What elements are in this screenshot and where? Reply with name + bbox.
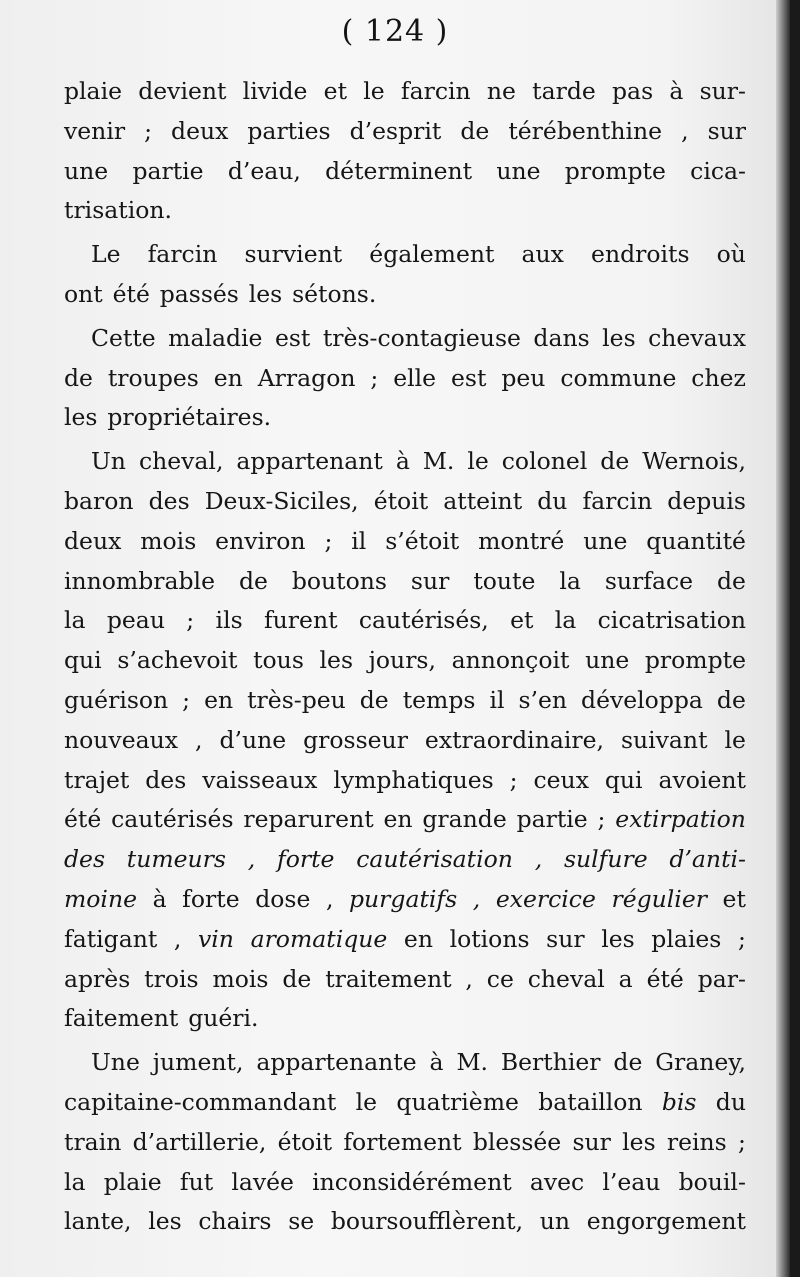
- page-edge-shadow: [776, 0, 790, 1277]
- italic-word: extirpation: [615, 805, 746, 834]
- word: de: [282, 964, 312, 993]
- italic-word: ,: [472, 884, 481, 913]
- word: d’esprit: [349, 116, 442, 145]
- word: furent: [263, 606, 338, 635]
- word: farcin: [147, 240, 218, 269]
- word: dose: [255, 884, 311, 913]
- word: lymphatiques: [333, 765, 494, 794]
- word: et: [722, 884, 746, 913]
- word: trois: [144, 964, 199, 993]
- word: sur: [410, 566, 450, 595]
- word: jours,: [368, 646, 436, 675]
- word: ;: [370, 363, 379, 392]
- word: ,: [173, 924, 182, 953]
- word: train: [64, 1127, 122, 1156]
- word: appartenant: [236, 447, 383, 476]
- word: fut: [179, 1167, 214, 1196]
- word: chevaux: [648, 323, 746, 352]
- word: peau: [106, 606, 165, 635]
- word: blessée: [472, 1127, 562, 1156]
- word: a: [618, 964, 633, 993]
- word: les: [248, 279, 283, 308]
- word: forte: [182, 884, 240, 913]
- word: sur: [546, 924, 585, 953]
- word: sur: [572, 1127, 611, 1156]
- text-line: [64, 235, 746, 275]
- text-line: [64, 681, 746, 721]
- word: fatigant: [64, 924, 158, 953]
- word: surface: [604, 566, 694, 595]
- text-line: [64, 800, 746, 840]
- word: partie: [516, 805, 588, 834]
- italic-word: moine: [64, 884, 137, 913]
- word: grande: [422, 805, 507, 834]
- word: à: [395, 447, 410, 476]
- word: boutons: [291, 566, 387, 595]
- text-line: [64, 359, 746, 399]
- word: cicatrisation: [597, 606, 746, 635]
- text-line: [64, 319, 746, 359]
- word: traitement: [325, 964, 452, 993]
- word: guéri.: [188, 1004, 259, 1033]
- italic-word: sulfure: [563, 845, 648, 874]
- word: montré: [478, 526, 565, 555]
- italic-word: cautérisation: [356, 845, 513, 874]
- word: reparurent: [243, 805, 374, 834]
- word: Arragon: [257, 363, 356, 392]
- word: cheval: [527, 964, 605, 993]
- word: de: [717, 566, 746, 595]
- word: grosseur: [303, 725, 408, 754]
- text-line: [64, 522, 746, 562]
- text-line: [64, 880, 746, 920]
- word: ;: [324, 526, 333, 555]
- word: endroits: [591, 240, 690, 269]
- word: extraordinaire,: [424, 725, 604, 754]
- word: les: [601, 924, 635, 953]
- word: la: [554, 606, 577, 635]
- word: en: [403, 924, 433, 953]
- text-line: [64, 482, 746, 522]
- word: ;: [738, 1127, 746, 1156]
- word: fortement: [343, 1127, 462, 1156]
- word: le: [355, 1087, 378, 1116]
- word: boursoufflèrent,: [330, 1207, 524, 1236]
- word: s’en: [518, 685, 568, 714]
- word: de: [238, 566, 268, 595]
- word: baron: [64, 486, 134, 515]
- word: inconsidérément: [312, 1167, 512, 1196]
- word: capitaine-commandant: [64, 1087, 337, 1116]
- word: de: [64, 363, 93, 392]
- italic-word: d’anti-: [669, 845, 746, 874]
- text-line: [64, 1083, 746, 1123]
- word: étoit: [277, 1127, 333, 1156]
- word: prompte: [564, 156, 666, 185]
- word: innombrable: [64, 566, 215, 595]
- word: du: [715, 1087, 746, 1116]
- word: Wernois,: [642, 447, 746, 476]
- word: deux: [171, 116, 229, 145]
- word: une: [583, 526, 628, 555]
- word: après: [64, 964, 131, 993]
- text-line: [64, 191, 746, 231]
- word: été: [64, 805, 102, 834]
- word: maladie: [168, 323, 263, 352]
- word: plaies: [651, 924, 722, 953]
- word: bataillon: [538, 1087, 643, 1116]
- word: très-peu: [247, 685, 346, 714]
- word: lavée: [231, 1167, 294, 1196]
- word: venir: [64, 116, 126, 145]
- word: une: [585, 646, 630, 675]
- text-line: [64, 112, 746, 152]
- word: les: [319, 646, 353, 675]
- word: une: [64, 156, 109, 185]
- word: aux: [521, 240, 564, 269]
- word: Graney,: [655, 1048, 746, 1077]
- text-line: [64, 1043, 746, 1083]
- word: en: [204, 685, 234, 714]
- word: ce: [486, 964, 514, 993]
- word: Cette: [91, 323, 156, 352]
- text-line: [64, 398, 746, 438]
- word: se: [288, 1207, 315, 1236]
- word: d’une: [219, 725, 287, 754]
- word: l’eau: [602, 1167, 661, 1196]
- word: troupes: [107, 363, 199, 392]
- word: une: [496, 156, 541, 185]
- word: à: [152, 884, 167, 913]
- word: ils: [215, 606, 243, 635]
- word: les: [148, 1207, 182, 1236]
- word: parties: [247, 116, 331, 145]
- word: très-contagieuse: [322, 323, 521, 352]
- word: sétons.: [292, 279, 377, 308]
- word: Un: [91, 447, 126, 476]
- word: jument,: [152, 1048, 244, 1077]
- italic-word: forte: [277, 845, 335, 874]
- word: Deux-Siciles,: [204, 486, 359, 515]
- italic-word: aromatique: [250, 924, 388, 953]
- word: nouveaux: [64, 725, 179, 754]
- word: par-: [697, 964, 746, 993]
- word: Le: [91, 240, 121, 269]
- word: développa: [581, 685, 703, 714]
- word: toute: [473, 566, 536, 595]
- word: la: [559, 566, 581, 595]
- word: chairs: [198, 1207, 272, 1236]
- word: temps: [402, 685, 476, 714]
- word: trisation.: [64, 196, 172, 225]
- word: faitement: [64, 1004, 179, 1033]
- word: de: [613, 1048, 643, 1077]
- word: ;: [737, 924, 746, 953]
- word: lante,: [64, 1207, 132, 1236]
- text-line: [64, 1123, 746, 1163]
- word: ne: [486, 77, 516, 105]
- text-line: [64, 960, 746, 1000]
- word: passés: [159, 279, 239, 308]
- word: suivant: [620, 725, 708, 754]
- italic-word: tumeurs: [126, 845, 226, 874]
- word: d’eau,: [227, 156, 301, 185]
- word: térébenthine: [508, 116, 663, 145]
- word: plaie: [64, 77, 122, 105]
- word: ont: [64, 279, 103, 308]
- text-line: [64, 1202, 746, 1242]
- word: où: [716, 240, 746, 269]
- word: cheval,: [138, 447, 224, 476]
- word: est: [274, 323, 311, 352]
- word: commune: [560, 363, 677, 392]
- word: et: [510, 606, 534, 635]
- word: engorgement: [586, 1207, 746, 1236]
- word: M.: [422, 447, 455, 476]
- word: ceux: [533, 765, 589, 794]
- word: survient: [244, 240, 343, 269]
- word: à: [429, 1048, 444, 1077]
- word: de: [600, 447, 630, 476]
- word: la: [64, 1167, 86, 1196]
- text-line: [64, 920, 746, 960]
- italic-word: ,: [534, 845, 543, 874]
- word: ,: [194, 725, 203, 754]
- word: plaie: [103, 1167, 162, 1196]
- word: avoient: [658, 765, 746, 794]
- text-line: [64, 72, 746, 112]
- word: les: [622, 1127, 656, 1156]
- word: les: [64, 403, 98, 432]
- word: appartenante: [256, 1048, 417, 1077]
- word: est: [450, 363, 487, 392]
- text-line: [64, 152, 746, 192]
- word: tarde: [532, 77, 596, 105]
- text-line: [64, 562, 746, 602]
- word: dans: [533, 323, 590, 352]
- italic-word: exercice: [495, 884, 596, 913]
- word: depuis: [667, 486, 746, 515]
- word: étoit: [373, 486, 429, 515]
- word: quantité: [646, 526, 746, 555]
- word: la: [64, 606, 86, 635]
- word: M.: [456, 1048, 488, 1077]
- word: chez: [691, 363, 746, 392]
- word: des: [145, 765, 187, 794]
- word: quatrième: [396, 1087, 519, 1116]
- word: des: [148, 486, 190, 515]
- text-line: [64, 999, 746, 1039]
- word: colonel: [501, 447, 588, 476]
- word: avec: [529, 1167, 585, 1196]
- word: cautérisés,: [358, 606, 489, 635]
- word: s’achevoit: [117, 646, 238, 675]
- italic-word: purgatifs: [349, 884, 458, 913]
- word: et: [323, 77, 348, 105]
- word: le: [467, 447, 489, 476]
- word: peu: [501, 363, 546, 392]
- word: été: [112, 279, 150, 308]
- word: ,: [325, 884, 334, 913]
- word: environ: [215, 526, 306, 555]
- word: partie: [132, 156, 204, 185]
- word: farcin: [400, 77, 471, 105]
- word: mois: [140, 526, 197, 555]
- word: il: [351, 526, 367, 555]
- word: ;: [186, 606, 195, 635]
- word: également: [369, 240, 495, 269]
- word: devient: [138, 77, 227, 105]
- word: qui: [64, 646, 102, 675]
- word: de: [359, 685, 389, 714]
- word: ;: [144, 116, 153, 145]
- word: cautérisés: [111, 805, 234, 834]
- page-number: ( 124 ): [341, 14, 449, 49]
- italic-word: bis: [661, 1087, 697, 1116]
- word: d’artillerie,: [132, 1127, 267, 1156]
- word: tous: [253, 646, 304, 675]
- word: à: [669, 77, 684, 105]
- italic-word: régulier: [611, 884, 707, 913]
- word: en: [213, 363, 243, 392]
- word: il: [489, 685, 505, 714]
- word: prompte: [644, 646, 746, 675]
- word: elle: [393, 363, 437, 392]
- word: mois: [212, 964, 269, 993]
- word: Berthier: [500, 1048, 601, 1077]
- word: atteint: [443, 486, 523, 515]
- word: Une: [91, 1048, 140, 1077]
- text-line: [64, 840, 746, 880]
- word: reins: [666, 1127, 727, 1156]
- word: ,: [681, 116, 689, 145]
- word: annonçoit: [451, 646, 570, 675]
- word: ,: [465, 964, 473, 993]
- text-line: [64, 721, 746, 761]
- word: les: [602, 323, 636, 352]
- word: livide: [242, 77, 308, 105]
- word: le: [363, 77, 385, 105]
- word: s’étoit: [385, 526, 460, 555]
- text-line: [64, 442, 746, 482]
- word: propriétaires.: [107, 403, 272, 432]
- italic-word: vin: [198, 924, 234, 953]
- word: un: [539, 1207, 571, 1236]
- word: farcin: [582, 486, 653, 515]
- word: qui: [604, 765, 643, 794]
- italic-word: ,: [247, 845, 256, 874]
- word: en: [383, 805, 413, 834]
- word: de: [460, 116, 490, 145]
- word: vaisseaux: [202, 765, 318, 794]
- word: ;: [509, 765, 518, 794]
- word: du: [537, 486, 568, 515]
- word: sur: [707, 116, 746, 145]
- word: pas: [612, 77, 654, 105]
- word: guérison: [64, 685, 169, 714]
- word: ;: [597, 805, 606, 834]
- word: été: [646, 964, 684, 993]
- word: de: [716, 685, 746, 714]
- body-text: [64, 72, 746, 1242]
- text-line: [64, 641, 746, 681]
- text-line: [64, 601, 746, 641]
- text-line: [64, 761, 746, 801]
- text-line: [64, 1163, 746, 1203]
- word: deux: [64, 526, 122, 555]
- word: déterminent: [325, 156, 473, 185]
- word: bouil-: [678, 1167, 746, 1196]
- word: ;: [182, 685, 191, 714]
- text-line: [64, 275, 746, 315]
- word: sur-: [699, 77, 746, 105]
- word: cica-: [690, 156, 746, 185]
- word: le: [724, 725, 746, 754]
- word: lotions: [449, 924, 530, 953]
- word: trajet: [64, 765, 130, 794]
- italic-word: des: [64, 845, 106, 874]
